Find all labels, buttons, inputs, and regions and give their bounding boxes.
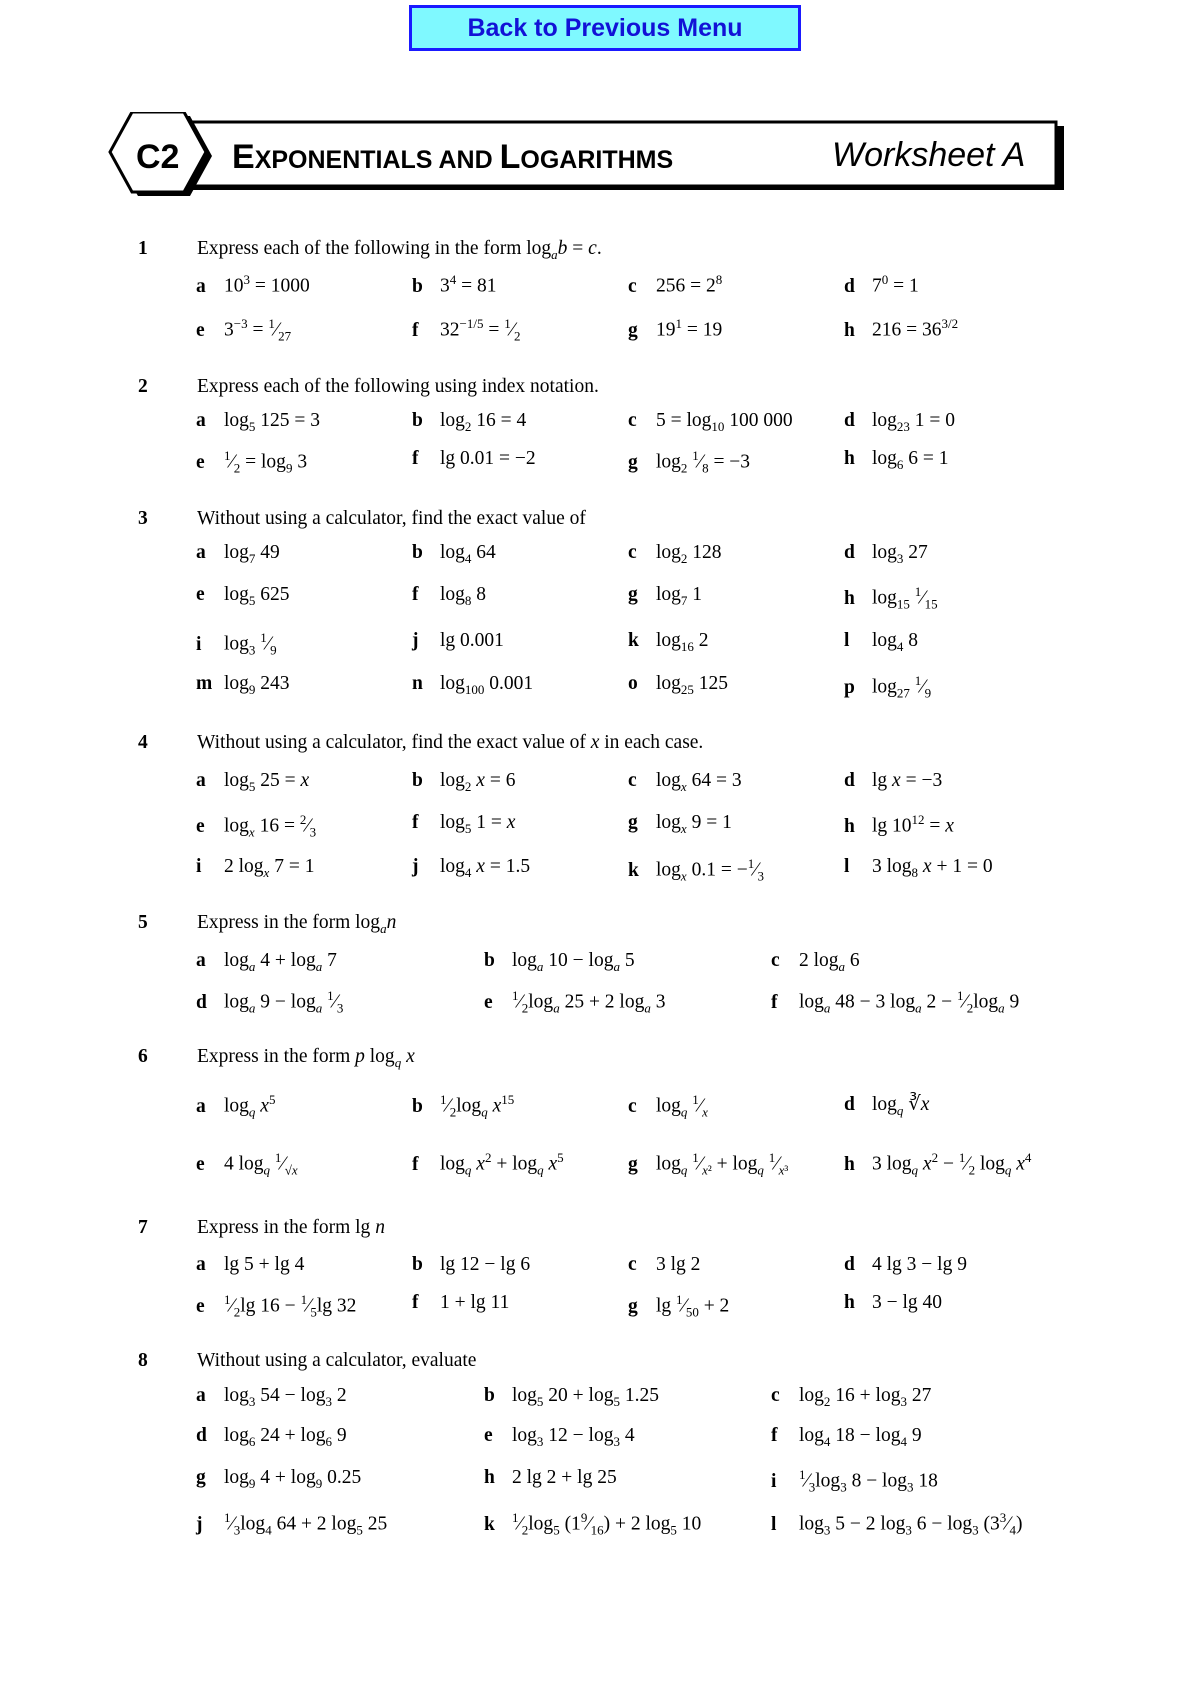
question-item: c $5 = \log_{10} 100$ 000 xyxy=(628,410,793,434)
question-item: e $\log_5 625$ xyxy=(196,584,290,608)
question-item: l $\log_4 8$ xyxy=(844,630,919,654)
question-item: a lg 5 + lg 4 xyxy=(196,1254,305,1275)
question-number: 8 xyxy=(138,1350,148,1371)
question-item: i 2 $\log_x 7 = 1$ xyxy=(196,856,315,880)
back-to-previous-menu-button[interactable]: Back to Previous Menu xyxy=(409,5,801,51)
question-item: c $\log_2 128$ xyxy=(628,542,722,566)
question-item: i $^1⁄_3\log_3$ $8 - \log_3 18$ xyxy=(771,1467,938,1495)
question-item: b $\log_5 20 + \log_5 1.25$ xyxy=(484,1385,659,1409)
question-item: d lg x = −3 xyxy=(844,770,943,791)
question-item: m $\log_9 243$ xyxy=(196,673,290,697)
question-item: f $\log_a 48 - 3$ $\log_a 2$ − $^1⁄_2\log_a$ 9 xyxy=(771,988,1020,1016)
question-item: g $19^1 = 19$ xyxy=(628,316,723,341)
question-item: h 3 − lg 40 xyxy=(844,1292,943,1313)
question-item: c $\log_2 16 + \log_3 27$ xyxy=(771,1385,932,1409)
question-item: b $^1⁄_2\log_q$ $x^{15}$ xyxy=(412,1092,515,1120)
question-item: g $\lg ^1⁄_{50} + 2$ xyxy=(628,1292,730,1320)
question-item: k $^1⁄_2\log_5$ $(1^9⁄_{16}) + 2$ $\log_5 10$ xyxy=(484,1510,702,1538)
question-item: e $3^{-3}$ = $^1⁄_{27}$ xyxy=(196,316,292,344)
question-item: c $\log_q$ $^1⁄_x$ xyxy=(628,1092,708,1120)
question-item: g $\log_x 9 = 1$ xyxy=(628,812,732,836)
question-item: a $10^3 = 1000$ xyxy=(196,272,310,297)
question-item: f $\log_8 8$ xyxy=(412,584,487,608)
question-number: 2 xyxy=(138,376,148,397)
question-item: a $\log_5 125 = 3$ xyxy=(196,410,321,434)
question-instruction: Express in the form $\log_an$ xyxy=(197,912,397,936)
question-item: a $\log_q x^5$ xyxy=(196,1092,276,1120)
page-title: EXPONENTIALS AND LOGARITHMS xyxy=(232,138,674,176)
question-item: e $\log_3 12 - \log_3 4$ xyxy=(484,1425,635,1449)
question-instruction: Express in the form p $\log_q x$ xyxy=(197,1046,415,1070)
question-item: d $\log_3 27$ xyxy=(844,542,928,566)
question-item: a $\log_7 49$ xyxy=(196,542,280,566)
question-number: 3 xyxy=(138,508,148,529)
question-number: 4 xyxy=(138,732,148,753)
question-instruction: Express each of the following in the form $\log_ab = c$. xyxy=(197,238,602,262)
question-item: e $^1⁄_2\lg$ $16 - ^1⁄_5\lg$ 32 xyxy=(196,1292,357,1320)
question-item: c $256 = 2^8$ xyxy=(628,272,723,297)
question-item: k $\log_x 0.1$ = $-^1⁄_3$ xyxy=(628,856,764,884)
question-item: l $\log_3 5 - 2$ $\log_3 6 - \log_3$ $(3^3⁄_4)$ xyxy=(771,1510,1023,1538)
question-item: b lg 12 − lg 6 xyxy=(412,1254,531,1275)
question-item: b $3^4 = 81$ xyxy=(412,272,497,297)
question-instruction: Without using a calculator, find the exact value of x in each case. xyxy=(197,732,704,753)
question-item: f $\log_5 1 = x$ xyxy=(412,812,516,836)
question-item: g $\log_q$ $^1⁄_{x^2} + \log_q$ $^1⁄_{x^3}$ xyxy=(628,1150,789,1178)
question-item: n $\log_{100} 0.001$ xyxy=(412,673,534,697)
chapter-code: C2 xyxy=(136,138,180,176)
question-item: d 4 lg 3 − lg 9 xyxy=(844,1254,967,1275)
question-item: d $\log_6 24 + \log_6 9$ xyxy=(196,1425,347,1449)
question-item: a $\log_a 4 + \log_a 7$ xyxy=(196,950,337,974)
question-instruction: Express in the form lg n xyxy=(197,1217,385,1238)
question-item: j $^1⁄_3\log_4$ 64 + 2 $\log_5 25$ xyxy=(196,1510,388,1538)
question-item: e 4 $\log_q$ $^1⁄_{√x}$ xyxy=(196,1150,298,1178)
question-item: p $\log_{27}$ $^1⁄_9$ xyxy=(844,673,932,701)
question-item: i $\log_3$ $^1⁄_9$ xyxy=(196,630,277,658)
question-instruction: Without using a calculator, find the exact value of xyxy=(197,508,586,529)
question-item: c $\log_x 64 = 3$ xyxy=(628,770,742,794)
question-item: o $\log_{25} 125$ xyxy=(628,673,729,697)
question-item: f $\log_q x^2 + \log_q x^5$ xyxy=(412,1150,564,1178)
question-item: b $\log_a 10 - \log_a 5$ xyxy=(484,950,635,974)
question-instruction: Express each of the following using index notation. xyxy=(197,376,599,397)
question-item: c 2 $\log_a 6$ xyxy=(771,950,860,974)
question-item: d $\log_a 9 - \log_a$ $^1⁄_3$ xyxy=(196,988,344,1016)
question-item: h $\log_{15}$ $^1⁄_{15}$ xyxy=(844,584,938,612)
question-item: d $7^0 = 1$ xyxy=(844,272,919,297)
question-item: h $\lg 10^{12} = x$ xyxy=(844,812,954,837)
question-item: f lg 0.01 = −2 xyxy=(412,448,536,469)
question-item: c 3 lg 2 xyxy=(628,1254,701,1275)
question-item: e $^1⁄_2\log_a$ 25 + 2 $\log_a 3$ xyxy=(484,988,666,1016)
question-item: h $216 = 36^{3/2}$ xyxy=(844,316,959,341)
question-item: g $\log_9 4 + \log_9 0.25$ xyxy=(196,1467,362,1491)
question-item: e $^1⁄_2 = \log_9 3$ xyxy=(196,448,308,476)
question-item: k $\log_{16} 2$ xyxy=(628,630,709,654)
worksheet-label: Worksheet A xyxy=(832,136,1026,174)
question-number: 7 xyxy=(138,1217,148,1238)
question-instruction: Without using a calculator, evaluate xyxy=(197,1350,477,1371)
question-item: d $\log_{23} 1 = 0$ xyxy=(844,410,956,434)
question-item: b $\log_4 64$ xyxy=(412,542,496,566)
question-item: g $\log_2$ $^1⁄_8 = -3$ xyxy=(628,448,751,476)
question-item: j lg 0.001 xyxy=(412,630,504,651)
question-item: l 3 $\log_8 x + 1 = 0$ xyxy=(844,856,993,880)
question-item: d $\log_q$ ∛x xyxy=(844,1094,930,1118)
question-item: f $\log_4 18 - \log_4 9$ xyxy=(771,1425,922,1449)
question-item: b $\log_2 x = 6$ xyxy=(412,770,516,794)
question-item: e $\log_x 16$ = $^2⁄_3$ xyxy=(196,812,317,840)
question-item: f $32^{-1/5}$ = $^1⁄_2$ xyxy=(412,316,521,344)
question-number: 5 xyxy=(138,912,148,933)
question-item: b $\log_2 16 = 4$ xyxy=(412,410,527,434)
question-number: 1 xyxy=(138,238,148,259)
question-item: h 2 lg 2 + lg 25 xyxy=(484,1467,617,1488)
question-number: 6 xyxy=(138,1046,148,1067)
question-item: f 1 + lg 11 xyxy=(412,1292,510,1313)
question-item: h 3 $\log_q x^2$ − $^1⁄_2$ $\log_q x^4$ xyxy=(844,1150,1032,1178)
question-item: g $\log_7 1$ xyxy=(628,584,703,608)
question-item: a $\log_3 54 - \log_3 2$ xyxy=(196,1385,347,1409)
question-item: a $\log_5 25 = x$ xyxy=(196,770,310,794)
question-item: j $\log_4 x = 1.5$ xyxy=(412,856,531,880)
question-item: h $\log_6 6 = 1$ xyxy=(844,448,949,472)
